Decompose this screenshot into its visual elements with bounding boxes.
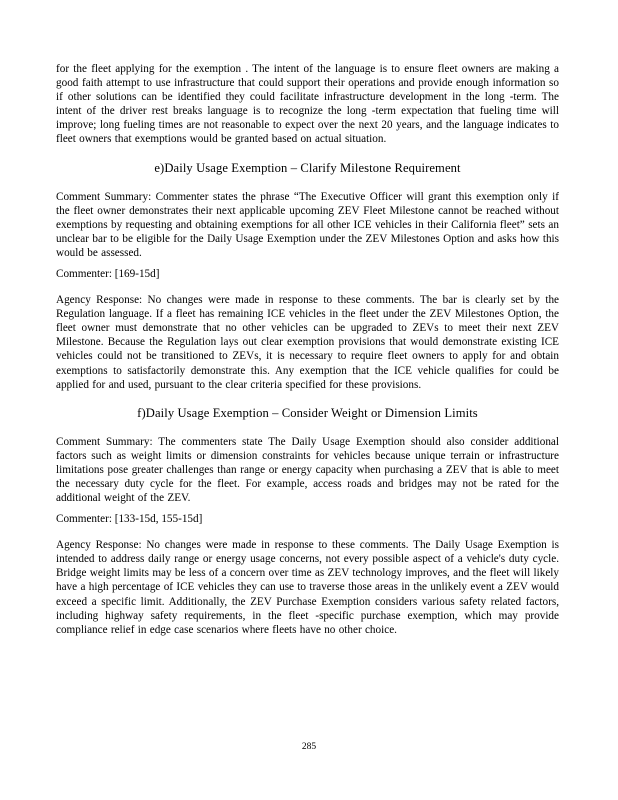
comment-summary: Comment Summary: Commenter states the phrase “The Executive Officer will grant this exemption only if the fleet owner demonstrates their next applicable upcoming ZEV Fleet Milestone cannot be reached without exemptions by requesting and obtaining exemptions for all other ICE vehicles in their California fleet” sets an unclear bar to be eligible for the Daily Usage Exemption under the ZEV Milestones Option and asks how this would be assessed. (56, 190, 559, 259)
comment-summary: Comment Summary: The commenters state The Daily Usage Exemption should also consider additional factors such as weight limits or dimension constraints for vehicles because unique terrain or infrastructure limitations pose greater challenges than range or energy capacity when purchasing a ZEV that is able to meet the necessary duty cycle for the fleet. For example, access roads and bridges may not be rated for the additional weight of the ZEV. (56, 435, 559, 505)
intro-paragraph: for the fleet applying for the exemption . The intent of the language is to ensure fleet owners are making a good faith attempt to use infrastructure that could support their operations and provide enough information so if other solutions can be identified they could facilitate infrastructure development in the long -term. The intent of the driver rest breaks language is to recognize the long -term expectation that fueling time will improve; long fueling times are not reasonable to expect over the next 20 years, and the language indicates to fleet owners that exemptions would be granted based on actual situation. (56, 63, 559, 146)
commenter-reference: Commenter: [169-15d] (56, 268, 160, 281)
section-weight-dimension-limits (56, 406, 559, 637)
agency-response: Agency Response: No changes were made in response to these comments. The Daily Usage Exemption is intended to address daily range or energy usage concerns, not every possible aspect of a vehicle's duty cycle. Bridge weight limits may be less of a concern over time as ZEV technology improves, and the fleet will likely have a high percentage of ICE vehicles they can use to traverse those areas in the unlikely event a ZEV would exceed a specific limit. Additionally, the ZEV Purchase Exemption considers various safety related factors, including highway safety requirements, in the fleet -specific purchase exemption, which may provide compliance relief in edge case scenarios where fleets have no other choice. (56, 539, 559, 636)
page-number: 285 (301, 742, 317, 752)
agency-response: Agency Response: No changes were made in response to these comments. The bar is clearly set by the Regulation language. If a fleet has remaining ICE vehicles in the fleet under the ZEV Milestones Option, the fleet owner must demonstrate that no other vehicles can be upgraded to ZEVs to meet their next ZEV Milestone. Because the Regulation lays out clear exemption provisions that would demonstrate existing ICE vehicles could not be transitioned to ZEVs, it is necessary to require fleet owners to apply for and obtain exemptions to satisfactorily demonstrate this. Any exemption that the ICE vehicle qualifies for could be applied for and used, pursuant to the clear criteria specified for these provisions. (56, 294, 559, 391)
section-heading: f)Daily Usage Exemption – Consider Weight or Dimension Limits (137, 405, 478, 420)
commenter-reference: Commenter: [133-15d, 155-15d] (56, 513, 203, 526)
section-milestone-requirement (56, 161, 559, 392)
section-heading: e)Daily Usage Exemption – Clarify Milestone Requirement (154, 160, 461, 175)
document-page (56, 62, 559, 637)
